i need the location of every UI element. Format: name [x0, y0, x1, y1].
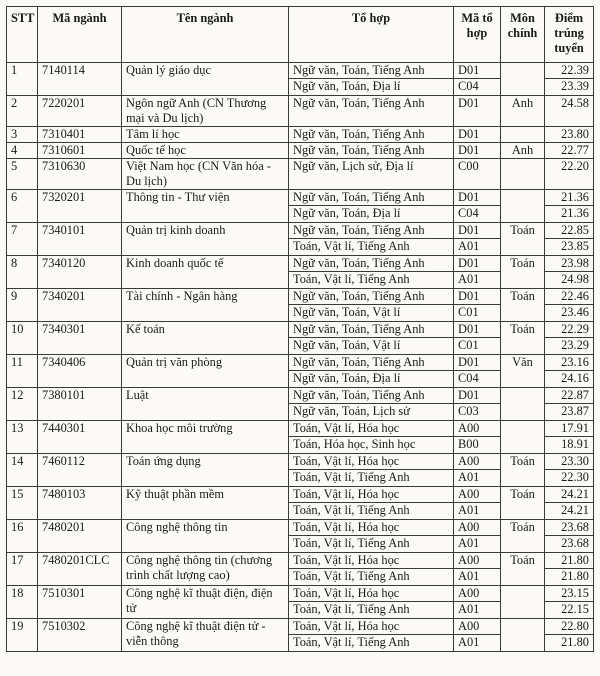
table-row — [7, 96, 594, 127]
main-subject: Văn — [501, 355, 545, 388]
major-name: Công nghệ kĩ thuật điện tử - viễn thông — [122, 619, 289, 652]
admission-score: 21.36 — [545, 206, 594, 223]
row-number: 11 — [7, 355, 38, 388]
admission-score: 23.98 — [545, 256, 594, 272]
subject-combination: Ngữ văn, Lịch sử, Địa lí — [289, 159, 454, 190]
subject-combination: Ngữ văn, Toán, Địa lí — [289, 206, 454, 223]
header-row — [7, 7, 594, 63]
major-code: 7310601 — [38, 143, 122, 159]
combination-code: D01 — [454, 388, 501, 404]
subject-combination: Ngữ văn, Toán, Tiếng Anh — [289, 388, 454, 404]
major-code: 7510302 — [38, 619, 122, 652]
major-name: Công nghệ kĩ thuật điện, điện tử — [122, 586, 289, 619]
main-subject: Toán — [501, 553, 545, 586]
combination-code: D01 — [454, 223, 501, 239]
admission-score: 23.46 — [545, 305, 594, 322]
main-subject — [501, 421, 545, 454]
row-number: 10 — [7, 322, 38, 355]
combination-code: D01 — [454, 190, 501, 206]
combination-code: A01 — [454, 470, 501, 487]
admission-score: 22.30 — [545, 470, 594, 487]
admission-score: 23.80 — [545, 127, 594, 143]
admission-score: 24.16 — [545, 371, 594, 388]
main-subject — [501, 127, 545, 143]
major-code: 7220201 — [38, 96, 122, 127]
row-number: 19 — [7, 619, 38, 652]
table-body — [7, 63, 594, 652]
subject-combination: Toán, Vật lí, Tiếng Anh — [289, 635, 454, 652]
subject-combination: Ngữ văn, Toán, Tiếng Anh — [289, 355, 454, 371]
major-code: 7510301 — [38, 586, 122, 619]
admission-score: 23.85 — [545, 239, 594, 256]
admission-score: 23.16 — [545, 355, 594, 371]
table-row — [7, 553, 594, 569]
combination-code: C01 — [454, 338, 501, 355]
admission-score: 24.58 — [545, 96, 594, 127]
subject-combination: Toán, Vật lí, Hóa học — [289, 619, 454, 635]
subject-combination: Ngữ văn, Toán, Tiếng Anh — [289, 190, 454, 206]
major-code: 7340101 — [38, 223, 122, 256]
subject-combination: Toán, Vật lí, Tiếng Anh — [289, 239, 454, 256]
subject-combination: Ngữ văn, Toán, Tiếng Anh — [289, 256, 454, 272]
subject-combination: Ngữ văn, Toán, Vật lí — [289, 338, 454, 355]
admission-score: 22.29 — [545, 322, 594, 338]
major-code: 7380101 — [38, 388, 122, 421]
combination-code: C00 — [454, 159, 501, 190]
major-name: Quản lý giáo dục — [122, 63, 289, 96]
admission-score: 23.68 — [545, 520, 594, 536]
combination-code: C03 — [454, 404, 501, 421]
main-subject — [501, 388, 545, 421]
table-row — [7, 159, 594, 190]
admission-score: 24.21 — [545, 503, 594, 520]
major-code: 7340301 — [38, 322, 122, 355]
admission-scores-table — [6, 6, 594, 652]
header-major-name: Tên ngành — [122, 7, 289, 63]
combination-code: A00 — [454, 454, 501, 470]
subject-combination: Toán, Vật lí, Tiếng Anh — [289, 272, 454, 289]
major-name: Quốc tế học — [122, 143, 289, 159]
admission-score: 21.80 — [545, 635, 594, 652]
subject-combination: Toán, Vật lí, Hóa học — [289, 454, 454, 470]
table-row — [7, 454, 594, 470]
admission-score: 22.85 — [545, 223, 594, 239]
row-number: 18 — [7, 586, 38, 619]
major-code: 7310401 — [38, 127, 122, 143]
combination-code: A01 — [454, 536, 501, 553]
main-subject: Toán — [501, 520, 545, 553]
row-number: 12 — [7, 388, 38, 421]
admission-score: 23.39 — [545, 79, 594, 96]
admission-score: 22.20 — [545, 159, 594, 190]
combination-code: A00 — [454, 487, 501, 503]
major-code: 7440301 — [38, 421, 122, 454]
combination-code: A01 — [454, 239, 501, 256]
row-number: 15 — [7, 487, 38, 520]
subject-combination: Toán, Vật lí, Hóa học — [289, 421, 454, 437]
combination-code: D01 — [454, 127, 501, 143]
subject-combination: Ngữ văn, Toán, Tiếng Anh — [289, 127, 454, 143]
table-row — [7, 127, 594, 143]
table-row — [7, 586, 594, 602]
subject-combination: Ngữ văn, Toán, Tiếng Anh — [289, 223, 454, 239]
combination-code: A00 — [454, 553, 501, 569]
combination-code: A01 — [454, 503, 501, 520]
table-row — [7, 256, 594, 272]
major-name: Ngôn ngữ Anh (CN Thương mại và Du lịch) — [122, 96, 289, 127]
main-subject: Toán — [501, 487, 545, 520]
subject-combination: Toán, Vật lí, Tiếng Anh — [289, 602, 454, 619]
major-code: 7480103 — [38, 487, 122, 520]
major-name: Toán ứng dụng — [122, 454, 289, 487]
table-row — [7, 289, 594, 305]
main-subject: Anh — [501, 96, 545, 127]
main-subject — [501, 159, 545, 190]
subject-combination: Ngữ văn, Toán, Địa lí — [289, 79, 454, 96]
table-header — [7, 7, 594, 63]
combination-code: A00 — [454, 619, 501, 635]
admission-score: 21.80 — [545, 569, 594, 586]
table-row — [7, 143, 594, 159]
combination-code: D01 — [454, 355, 501, 371]
subject-combination: Toán, Vật lí, Hóa học — [289, 553, 454, 569]
combination-code: A00 — [454, 520, 501, 536]
main-subject — [501, 619, 545, 652]
major-name: Quản trị kinh doanh — [122, 223, 289, 256]
header-main-subject: Môn chính — [501, 7, 545, 63]
combination-code: D01 — [454, 63, 501, 79]
major-code: 7340120 — [38, 256, 122, 289]
subject-combination: Toán, Vật lí, Tiếng Anh — [289, 536, 454, 553]
table-row — [7, 190, 594, 206]
admission-score: 22.46 — [545, 289, 594, 305]
header-combination-code: Mã tổ hợp — [454, 7, 501, 63]
admission-score: 22.39 — [545, 63, 594, 79]
admission-score: 24.98 — [545, 272, 594, 289]
table-row — [7, 388, 594, 404]
row-number: 9 — [7, 289, 38, 322]
major-code: 7480201 — [38, 520, 122, 553]
major-code: 7310630 — [38, 159, 122, 190]
table-row — [7, 223, 594, 239]
combination-code: D01 — [454, 289, 501, 305]
main-subject — [501, 63, 545, 96]
subject-combination: Ngữ văn, Toán, Lịch sử — [289, 404, 454, 421]
admission-score: 23.30 — [545, 454, 594, 470]
header-subject-combination: Tổ hợp — [289, 7, 454, 63]
table-row — [7, 487, 594, 503]
admission-score: 21.36 — [545, 190, 594, 206]
major-name: Kỹ thuật phần mềm — [122, 487, 289, 520]
major-name: Tâm lí học — [122, 127, 289, 143]
combination-code: A01 — [454, 569, 501, 586]
row-number: 16 — [7, 520, 38, 553]
admission-score: 22.87 — [545, 388, 594, 404]
admission-score: 23.87 — [545, 404, 594, 421]
admission-score: 24.21 — [545, 487, 594, 503]
combination-code: D01 — [454, 96, 501, 127]
row-number: 7 — [7, 223, 38, 256]
subject-combination: Ngữ văn, Toán, Tiếng Anh — [289, 63, 454, 79]
major-code: 7140114 — [38, 63, 122, 96]
subject-combination: Ngữ văn, Toán, Địa lí — [289, 371, 454, 388]
subject-combination: Ngữ văn, Toán, Tiếng Anh — [289, 96, 454, 127]
major-name: Công nghệ thông tin (chương trình chất lượng cao) — [122, 553, 289, 586]
admission-score: 23.68 — [545, 536, 594, 553]
subject-combination: Toán, Hóa học, Sinh học — [289, 437, 454, 454]
main-subject: Toán — [501, 454, 545, 487]
row-number: 3 — [7, 127, 38, 143]
subject-combination: Ngữ văn, Toán, Tiếng Anh — [289, 143, 454, 159]
main-subject: Toán — [501, 256, 545, 289]
table-row — [7, 63, 594, 79]
admission-score: 22.15 — [545, 602, 594, 619]
combination-code: A01 — [454, 635, 501, 652]
major-name: Khoa học môi trường — [122, 421, 289, 454]
table-row — [7, 619, 594, 635]
subject-combination: Ngữ văn, Toán, Vật lí — [289, 305, 454, 322]
row-number: 13 — [7, 421, 38, 454]
row-number: 4 — [7, 143, 38, 159]
row-number: 14 — [7, 454, 38, 487]
combination-code: C01 — [454, 305, 501, 322]
subject-combination: Toán, Vật lí, Tiếng Anh — [289, 470, 454, 487]
row-number: 17 — [7, 553, 38, 586]
subject-combination: Toán, Vật lí, Hóa học — [289, 487, 454, 503]
major-name: Quản trị văn phòng — [122, 355, 289, 388]
table-row — [7, 520, 594, 536]
major-name: Kinh doanh quốc tế — [122, 256, 289, 289]
major-name: Tài chính - Ngân hàng — [122, 289, 289, 322]
header-stt: STT — [7, 7, 38, 63]
row-number: 1 — [7, 63, 38, 96]
admission-score: 17.91 — [545, 421, 594, 437]
major-code: 7340406 — [38, 355, 122, 388]
combination-code: A00 — [454, 421, 501, 437]
combination-code: C04 — [454, 206, 501, 223]
main-subject: Anh — [501, 143, 545, 159]
header-major-code: Mã ngành — [38, 7, 122, 63]
major-code: 7320201 — [38, 190, 122, 223]
major-name: Công nghệ thông tin — [122, 520, 289, 553]
admission-score: 23.29 — [545, 338, 594, 355]
combination-code: B00 — [454, 437, 501, 454]
row-number: 2 — [7, 96, 38, 127]
major-code: 7340201 — [38, 289, 122, 322]
major-name: Việt Nam học (CN Văn hóa - Du lịch) — [122, 159, 289, 190]
combination-code: C04 — [454, 79, 501, 96]
combination-code: D01 — [454, 322, 501, 338]
admission-score: 18.91 — [545, 437, 594, 454]
subject-combination: Toán, Vật lí, Tiếng Anh — [289, 569, 454, 586]
subject-combination: Ngữ văn, Toán, Tiếng Anh — [289, 322, 454, 338]
main-subject: Toán — [501, 289, 545, 322]
main-subject: Toán — [501, 322, 545, 355]
combination-code: A01 — [454, 272, 501, 289]
admission-score: 23.15 — [545, 586, 594, 602]
combination-code: A00 — [454, 586, 501, 602]
header-admission-score: Điểm trúng tuyển — [545, 7, 594, 63]
table-row — [7, 355, 594, 371]
combination-code: D01 — [454, 256, 501, 272]
major-name: Thông tin - Thư viện — [122, 190, 289, 223]
admission-score: 22.77 — [545, 143, 594, 159]
combination-code: A01 — [454, 602, 501, 619]
main-subject — [501, 190, 545, 223]
main-subject — [501, 586, 545, 619]
table-row — [7, 322, 594, 338]
admission-score: 22.80 — [545, 619, 594, 635]
major-code: 7460112 — [38, 454, 122, 487]
admission-score: 21.80 — [545, 553, 594, 569]
row-number: 5 — [7, 159, 38, 190]
combination-code: D01 — [454, 143, 501, 159]
row-number: 6 — [7, 190, 38, 223]
table-row — [7, 421, 594, 437]
major-code: 7480201CLC — [38, 553, 122, 586]
subject-combination: Toán, Vật lí, Hóa học — [289, 520, 454, 536]
main-subject: Toán — [501, 223, 545, 256]
major-name: Luật — [122, 388, 289, 421]
subject-combination: Ngữ văn, Toán, Tiếng Anh — [289, 289, 454, 305]
subject-combination: Toán, Vật lí, Tiếng Anh — [289, 503, 454, 520]
subject-combination: Toán, Vật lí, Hóa học — [289, 586, 454, 602]
row-number: 8 — [7, 256, 38, 289]
major-name: Kế toán — [122, 322, 289, 355]
combination-code: C04 — [454, 371, 501, 388]
